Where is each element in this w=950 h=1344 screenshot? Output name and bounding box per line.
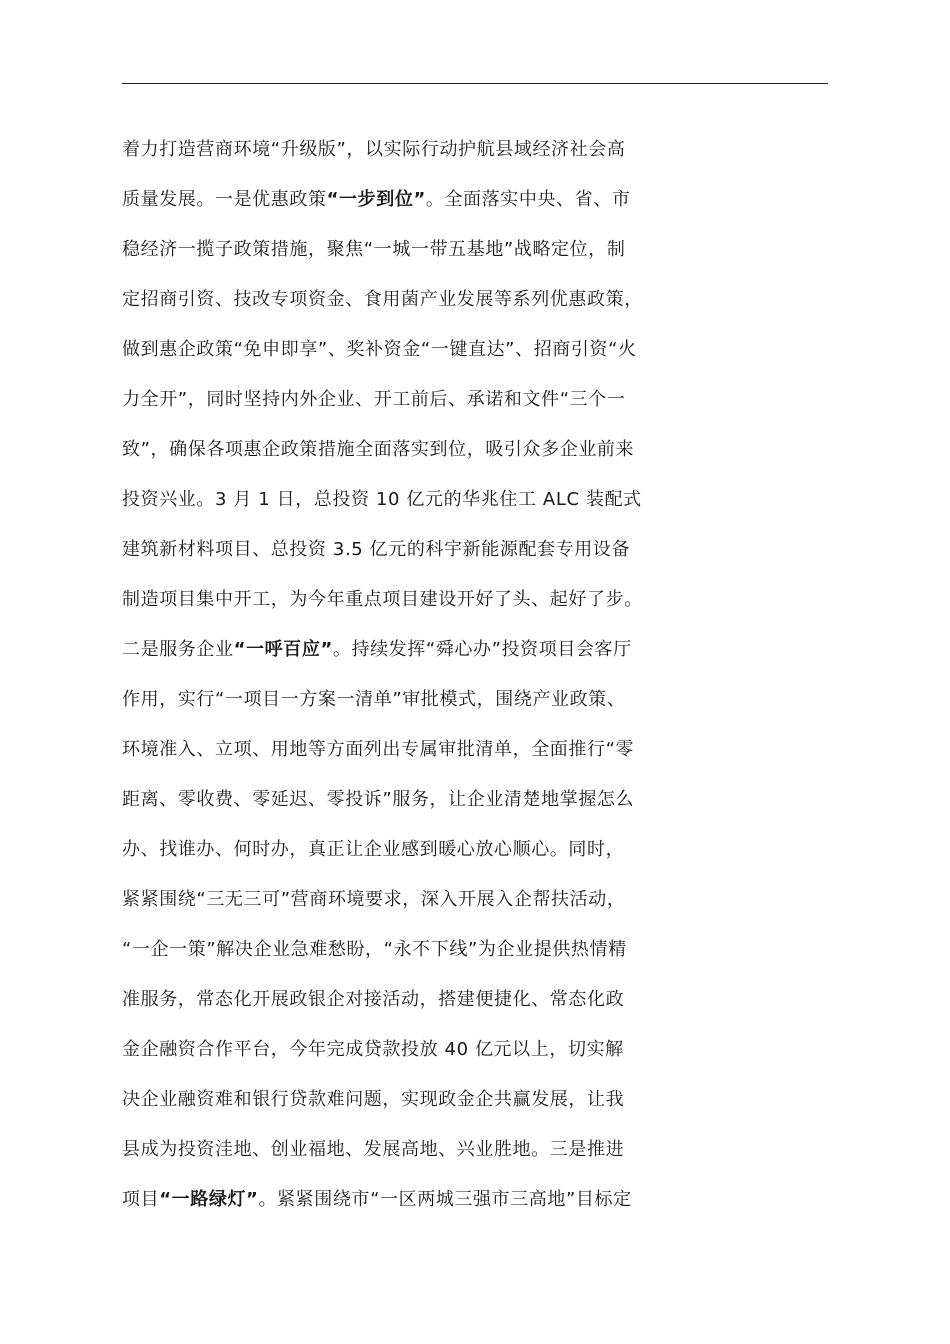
emphasized-text: “一步到位” [326, 189, 426, 210]
text-segment: 质量发展。一是优惠政策 [122, 189, 327, 210]
text-line [122, 675, 842, 725]
text-segment: 距离、零收费、零延迟、零投诉”服务，让企业清楚地掌握怎么 [122, 789, 635, 810]
text-line [122, 125, 842, 175]
text-line [122, 225, 842, 275]
text-segment: 作用，实行“一项目一方案一清单”审批模式，围绕产业政策、 [122, 689, 626, 710]
text-line [122, 1125, 842, 1175]
text-segment: 项目 [122, 1189, 160, 1210]
text-segment: 环境准入、立项、用地等方面列出专属审批清单，全面推行“零 [122, 739, 635, 760]
header-rule [122, 83, 828, 84]
text-line [122, 325, 842, 375]
text-line [122, 625, 842, 675]
text-segment: 定招商引资、技改专项资金、食用菌产业发展等系列优惠政策， [122, 289, 643, 310]
text-line [122, 1025, 842, 1075]
text-segment: 制造项目集中开工，为今年重点项目建设开好了头、起好了步。 [122, 589, 643, 610]
text-segment: 投资兴业。3 月 1 日，总投资 10 亿元的华兆住工 ALC 装配式 [122, 489, 642, 510]
text-segment: 致”，确保各项惠企政策措施全面落实到位，吸引众多企业前来 [122, 439, 635, 460]
text-line [122, 725, 842, 775]
emphasized-text: “一路绿灯” [159, 1189, 259, 1210]
text-segment: 紧紧围绕“三无三可”营商环境要求，深入开展入企帮扶活动， [122, 889, 626, 910]
text-line [122, 275, 842, 325]
text-line [122, 975, 842, 1025]
text-line [122, 175, 842, 225]
text-segment: 建筑新材料项目、总投资 3.5 亿元的科宇新能源配套专用设备 [122, 539, 631, 560]
text-line [122, 1175, 842, 1225]
emphasized-text: “一呼百应” [233, 639, 333, 660]
text-segment: 办、找谁办、何时办，真正让企业感到暖心放心顺心。同时， [122, 839, 625, 860]
text-line [122, 375, 842, 425]
text-line [122, 525, 842, 575]
text-line [122, 425, 842, 475]
body-paragraph [122, 125, 842, 1225]
text-segment: 着力打造营商环境“升级版”，以实际行动护航县域经济社会高 [122, 139, 626, 160]
text-segment: 力全开”，同时坚持内外企业、开工前后、承诺和文件“三个一 [122, 389, 626, 410]
text-line [122, 475, 842, 525]
text-segment: 做到惠企政策“免申即享”、奖补资金“一键直达”、招商引资“火 [122, 339, 637, 360]
text-line [122, 875, 842, 925]
text-segment: 准服务，常态化开展政银企对接活动，搭建便捷化、常态化政 [122, 989, 625, 1010]
text-segment: 金企融资合作平台，今年完成贷款投放 40 亿元以上，切实解 [122, 1039, 624, 1060]
text-segment: 。持续发挥“舜心办”投资项目会客厅 [332, 639, 632, 660]
text-line [122, 775, 842, 825]
text-segment: 县成为投资洼地、创业福地、发展高地、兴业胜地。三是推进 [122, 1139, 625, 1160]
text-segment: 二是服务企业 [122, 639, 234, 660]
text-segment: 稳经济一揽子政策措施，聚焦“一城一带五基地”战略定位，制 [122, 239, 626, 260]
text-segment: 。紧紧围绕市“一区两城三强市三高地”目标定 [258, 1189, 632, 1210]
text-segment: 。全面落实中央、省、市 [425, 189, 631, 210]
text-line [122, 575, 842, 625]
text-segment: “一企一策”解决企业急难愁盼，“永不下线”为企业提供热情精 [122, 939, 627, 960]
text-line [122, 925, 842, 975]
text-line [122, 1075, 842, 1125]
text-segment: 决企业融资难和银行贷款难问题，实现政金企共赢发展，让我 [122, 1089, 625, 1110]
text-line [122, 825, 842, 875]
